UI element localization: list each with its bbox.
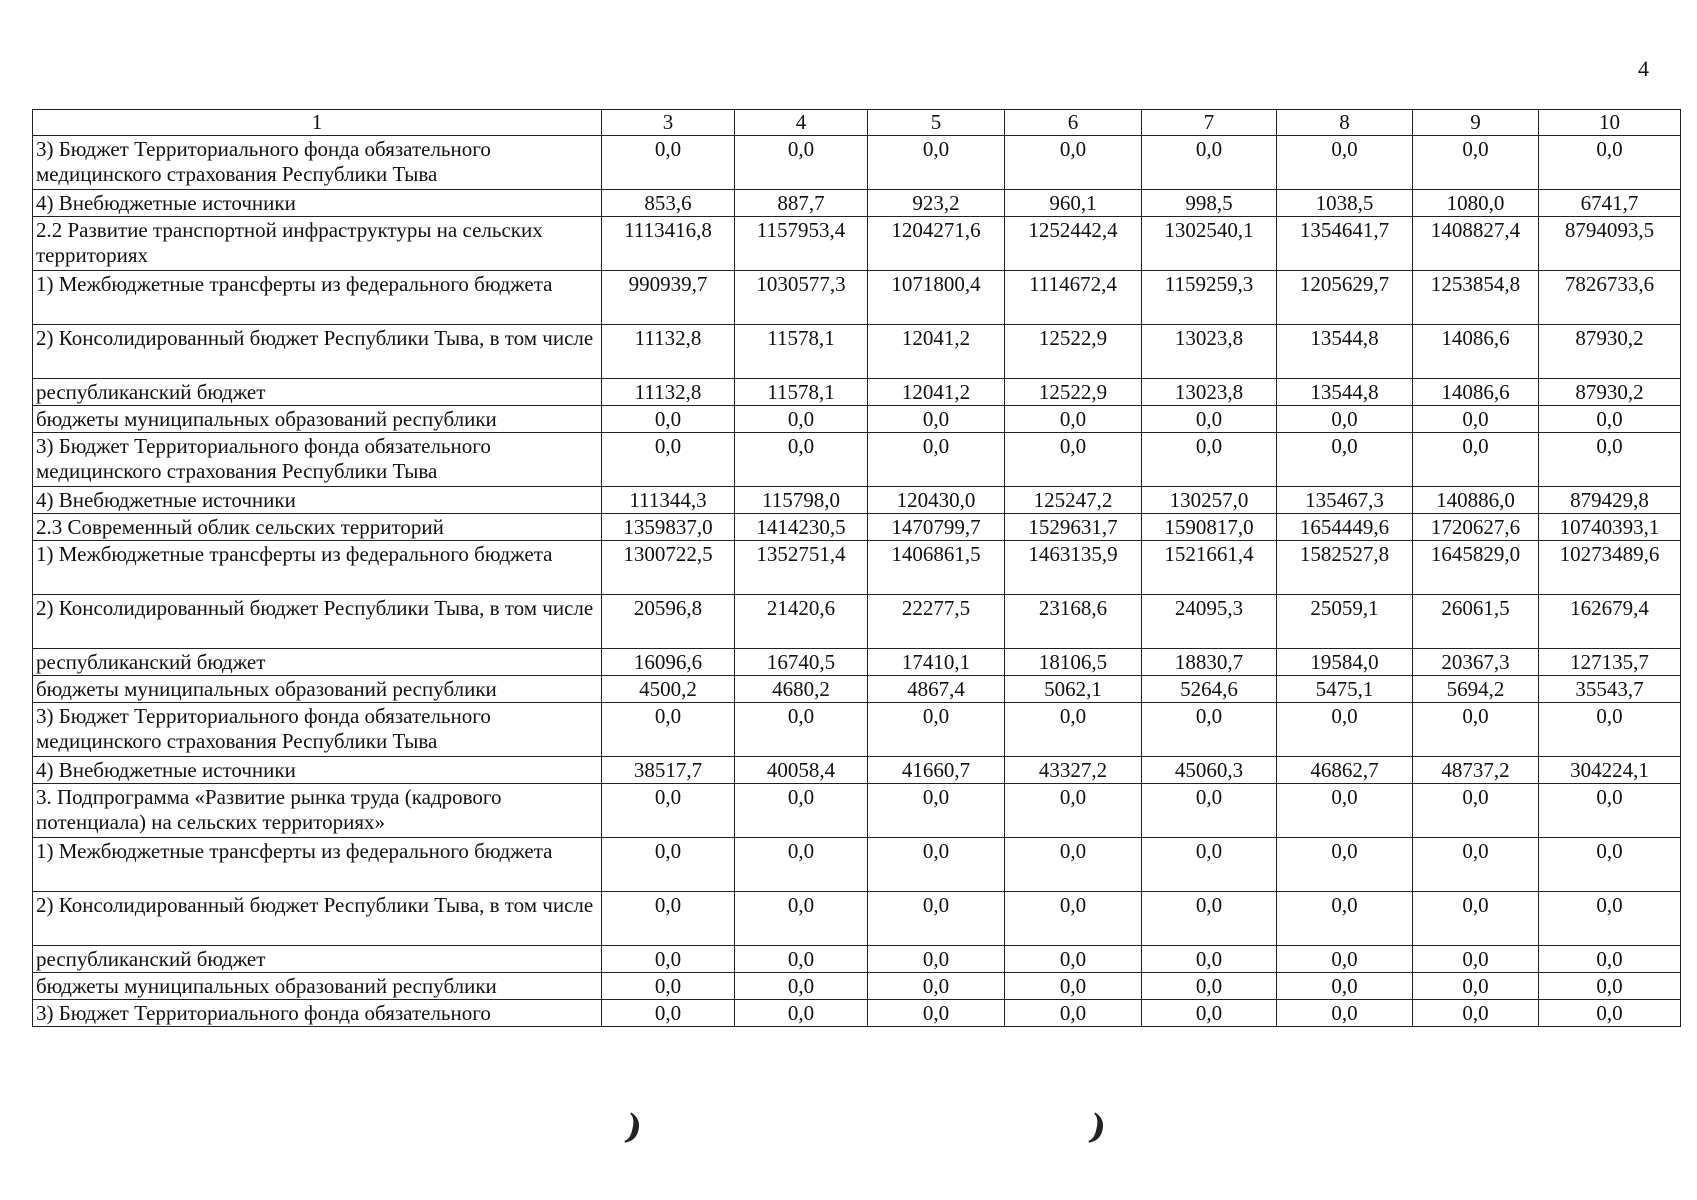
value-cell: 1470799,7 — [868, 514, 1005, 541]
row-label: республиканский бюджет — [33, 379, 602, 406]
table-row — [33, 541, 1681, 595]
value-cell: 48737,2 — [1413, 757, 1539, 784]
value-cell: 0,0 — [735, 136, 868, 190]
value-cell: 0,0 — [1142, 784, 1277, 838]
table-row — [33, 379, 1681, 406]
value-cell: 0,0 — [602, 946, 735, 973]
value-cell: 111344,3 — [602, 487, 735, 514]
value-cell: 0,0 — [735, 1000, 868, 1027]
value-cell: 5475,1 — [1277, 676, 1413, 703]
value-cell: 0,0 — [602, 433, 735, 487]
value-cell: 19584,0 — [1277, 649, 1413, 676]
value-cell: 35543,7 — [1539, 676, 1681, 703]
column-header: 6 — [1005, 110, 1142, 136]
value-cell: 0,0 — [735, 406, 868, 433]
table-row — [33, 136, 1681, 190]
table-row — [33, 487, 1681, 514]
table-header-row — [33, 110, 1681, 136]
value-cell: 0,0 — [868, 946, 1005, 973]
value-cell: 120430,0 — [868, 487, 1005, 514]
column-header: 4 — [735, 110, 868, 136]
value-cell: 0,0 — [1413, 784, 1539, 838]
value-cell: 13544,8 — [1277, 379, 1413, 406]
table-row — [33, 406, 1681, 433]
value-cell: 0,0 — [1277, 406, 1413, 433]
value-cell: 0,0 — [868, 136, 1005, 190]
value-cell: 16096,6 — [602, 649, 735, 676]
value-cell: 0,0 — [735, 838, 868, 892]
value-cell: 10273489,6 — [1539, 541, 1681, 595]
row-label: 3) Бюджет Территориального фонда обязательного медицинского страхования Республики Тыва — [33, 433, 602, 487]
value-cell: 127135,7 — [1539, 649, 1681, 676]
value-cell: 20367,3 — [1413, 649, 1539, 676]
row-label: 1) Межбюджетные трансферты из федерального бюджета — [33, 541, 602, 595]
value-cell: 879429,8 — [1539, 487, 1681, 514]
table-row — [33, 190, 1681, 217]
column-header: 5 — [868, 110, 1005, 136]
column-header: 3 — [602, 110, 735, 136]
value-cell: 8794093,5 — [1539, 217, 1681, 271]
value-cell: 0,0 — [1413, 973, 1539, 1000]
value-cell: 0,0 — [1005, 433, 1142, 487]
value-cell: 0,0 — [1413, 703, 1539, 757]
value-cell: 0,0 — [868, 838, 1005, 892]
value-cell: 0,0 — [1277, 784, 1413, 838]
value-cell: 4500,2 — [602, 676, 735, 703]
row-label: 2) Консолидированный бюджет Республики Тыва, в том числе — [33, 325, 602, 379]
value-cell: 13023,8 — [1142, 325, 1277, 379]
value-cell: 0,0 — [1413, 946, 1539, 973]
value-cell: 0,0 — [1539, 406, 1681, 433]
value-cell: 0,0 — [735, 973, 868, 1000]
value-cell: 1352751,4 — [735, 541, 868, 595]
value-cell: 0,0 — [1413, 838, 1539, 892]
value-cell: 115798,0 — [735, 487, 868, 514]
value-cell: 0,0 — [868, 703, 1005, 757]
value-cell: 0,0 — [602, 838, 735, 892]
row-label: республиканский бюджет — [33, 649, 602, 676]
value-cell: 1645829,0 — [1413, 541, 1539, 595]
value-cell: 26061,5 — [1413, 595, 1539, 649]
value-cell: 21420,6 — [735, 595, 868, 649]
row-label: бюджеты муниципальных образований республики — [33, 676, 602, 703]
table-row — [33, 217, 1681, 271]
value-cell: 1159259,3 — [1142, 271, 1277, 325]
value-cell: 12522,9 — [1005, 325, 1142, 379]
value-cell: 12522,9 — [1005, 379, 1142, 406]
value-cell: 0,0 — [1142, 973, 1277, 1000]
value-cell: 11578,1 — [735, 325, 868, 379]
table-row — [33, 892, 1681, 946]
value-cell: 0,0 — [1005, 136, 1142, 190]
column-header: 1 — [33, 110, 602, 136]
row-label: бюджеты муниципальных образований республики — [33, 973, 602, 1000]
value-cell: 0,0 — [1142, 406, 1277, 433]
value-cell: 887,7 — [735, 190, 868, 217]
table-row — [33, 1000, 1681, 1027]
value-cell: 17410,1 — [868, 649, 1005, 676]
value-cell: 0,0 — [602, 973, 735, 1000]
value-cell: 0,0 — [1539, 973, 1681, 1000]
table-row — [33, 271, 1681, 325]
value-cell: 0,0 — [1142, 892, 1277, 946]
row-label: 3) Бюджет Территориального фонда обязательного медицинского страхования Республики Тыва — [33, 136, 602, 190]
value-cell: 0,0 — [1413, 1000, 1539, 1027]
value-cell: 1071800,4 — [868, 271, 1005, 325]
value-cell: 0,0 — [1539, 892, 1681, 946]
value-cell: 998,5 — [1142, 190, 1277, 217]
value-cell: 0,0 — [1142, 433, 1277, 487]
value-cell: 0,0 — [1277, 703, 1413, 757]
budget-table — [32, 109, 1681, 1027]
value-cell: 12041,2 — [868, 379, 1005, 406]
value-cell: 12041,2 — [868, 325, 1005, 379]
page-number: 4 — [1638, 56, 1649, 81]
value-cell: 0,0 — [868, 892, 1005, 946]
value-cell: 0,0 — [1277, 892, 1413, 946]
value-cell: 41660,7 — [868, 757, 1005, 784]
value-cell: 0,0 — [1539, 433, 1681, 487]
value-cell: 0,0 — [735, 433, 868, 487]
table-row — [33, 946, 1681, 973]
value-cell: 0,0 — [1413, 406, 1539, 433]
value-cell: 13023,8 — [1142, 379, 1277, 406]
value-cell: 16740,5 — [735, 649, 868, 676]
value-cell: 0,0 — [1277, 433, 1413, 487]
value-cell: 40058,4 — [735, 757, 868, 784]
value-cell: 24095,3 — [1142, 595, 1277, 649]
value-cell: 87930,2 — [1539, 325, 1681, 379]
value-cell: 1590817,0 — [1142, 514, 1277, 541]
value-cell: 0,0 — [1539, 838, 1681, 892]
value-cell: 0,0 — [1005, 946, 1142, 973]
value-cell: 0,0 — [735, 784, 868, 838]
value-cell: 46862,7 — [1277, 757, 1413, 784]
value-cell: 0,0 — [602, 1000, 735, 1027]
row-label: 4) Внебюджетные источники — [33, 487, 602, 514]
value-cell: 5694,2 — [1413, 676, 1539, 703]
handwritten-mark: ) — [1086, 1106, 1111, 1150]
value-cell: 0,0 — [1277, 136, 1413, 190]
value-cell: 22277,5 — [868, 595, 1005, 649]
value-cell: 1359837,0 — [602, 514, 735, 541]
value-cell: 1113416,8 — [602, 217, 735, 271]
value-cell: 1720627,6 — [1413, 514, 1539, 541]
value-cell: 0,0 — [1539, 1000, 1681, 1027]
value-cell: 960,1 — [1005, 190, 1142, 217]
value-cell: 140886,0 — [1413, 487, 1539, 514]
value-cell: 0,0 — [1005, 784, 1142, 838]
value-cell: 1204271,6 — [868, 217, 1005, 271]
table-row — [33, 973, 1681, 1000]
value-cell: 0,0 — [1277, 838, 1413, 892]
value-cell: 0,0 — [1142, 703, 1277, 757]
value-cell: 11132,8 — [602, 379, 735, 406]
value-cell: 5062,1 — [1005, 676, 1142, 703]
value-cell: 0,0 — [602, 406, 735, 433]
row-label: 2) Консолидированный бюджет Республики Тыва, в том числе — [33, 595, 602, 649]
row-label: 1) Межбюджетные трансферты из федерального бюджета — [33, 271, 602, 325]
column-header: 10 — [1539, 110, 1681, 136]
value-cell: 11132,8 — [602, 325, 735, 379]
value-cell: 0,0 — [1277, 1000, 1413, 1027]
table-row — [33, 514, 1681, 541]
value-cell: 923,2 — [868, 190, 1005, 217]
table-row — [33, 838, 1681, 892]
row-label: республиканский бюджет — [33, 946, 602, 973]
value-cell: 0,0 — [868, 406, 1005, 433]
value-cell: 0,0 — [1005, 1000, 1142, 1027]
column-header: 8 — [1277, 110, 1413, 136]
value-cell: 0,0 — [1005, 406, 1142, 433]
value-cell: 162679,4 — [1539, 595, 1681, 649]
value-cell: 1654449,6 — [1277, 514, 1413, 541]
value-cell: 23168,6 — [1005, 595, 1142, 649]
row-label: 3) Бюджет Территориального фонда обязательного медицинского страхования Республики Тыва — [33, 703, 602, 757]
value-cell: 1080,0 — [1413, 190, 1539, 217]
value-cell: 1253854,8 — [1413, 271, 1539, 325]
value-cell: 0,0 — [735, 946, 868, 973]
table-row — [33, 325, 1681, 379]
value-cell: 0,0 — [868, 784, 1005, 838]
value-cell: 4867,4 — [868, 676, 1005, 703]
value-cell: 1354641,7 — [1277, 217, 1413, 271]
value-cell: 0,0 — [1277, 973, 1413, 1000]
value-cell: 0,0 — [1413, 433, 1539, 487]
value-cell: 14086,6 — [1413, 325, 1539, 379]
value-cell: 1463135,9 — [1005, 541, 1142, 595]
row-label: бюджеты муниципальных образований республики — [33, 406, 602, 433]
row-label: 3) Бюджет Территориального фонда обязательного — [33, 1000, 602, 1027]
value-cell: 0,0 — [1142, 946, 1277, 973]
row-label: 4) Внебюджетные источники — [33, 757, 602, 784]
value-cell: 130257,0 — [1142, 487, 1277, 514]
value-cell: 0,0 — [602, 784, 735, 838]
value-cell: 0,0 — [1005, 703, 1142, 757]
value-cell: 0,0 — [735, 703, 868, 757]
value-cell: 0,0 — [1539, 784, 1681, 838]
value-cell: 853,6 — [602, 190, 735, 217]
value-cell: 0,0 — [1005, 973, 1142, 1000]
value-cell: 0,0 — [1413, 136, 1539, 190]
table-row — [33, 757, 1681, 784]
value-cell: 1157953,4 — [735, 217, 868, 271]
value-cell: 38517,7 — [602, 757, 735, 784]
table-row — [33, 676, 1681, 703]
row-label: 4) Внебюджетные источники — [33, 190, 602, 217]
value-cell: 1521661,4 — [1142, 541, 1277, 595]
value-cell: 43327,2 — [1005, 757, 1142, 784]
value-cell: 0,0 — [1142, 838, 1277, 892]
value-cell: 0,0 — [735, 892, 868, 946]
value-cell: 13544,8 — [1277, 325, 1413, 379]
value-cell: 6741,7 — [1539, 190, 1681, 217]
value-cell: 0,0 — [1413, 892, 1539, 946]
value-cell: 18830,7 — [1142, 649, 1277, 676]
value-cell: 1406861,5 — [868, 541, 1005, 595]
value-cell: 0,0 — [868, 433, 1005, 487]
value-cell: 10740393,1 — [1539, 514, 1681, 541]
value-cell: 0,0 — [1539, 703, 1681, 757]
value-cell: 1030577,3 — [735, 271, 868, 325]
value-cell: 990939,7 — [602, 271, 735, 325]
value-cell: 1408827,4 — [1413, 217, 1539, 271]
value-cell: 1582527,8 — [1277, 541, 1413, 595]
value-cell: 1038,5 — [1277, 190, 1413, 217]
value-cell: 1529631,7 — [1005, 514, 1142, 541]
value-cell: 0,0 — [1142, 136, 1277, 190]
row-label: 3. Подпрограмма «Развитие рынка труда (кадрового потенциала) на сельских территориях» — [33, 784, 602, 838]
value-cell: 25059,1 — [1277, 595, 1413, 649]
value-cell: 0,0 — [602, 703, 735, 757]
value-cell: 0,0 — [602, 136, 735, 190]
table-row — [33, 649, 1681, 676]
value-cell: 1205629,7 — [1277, 271, 1413, 325]
value-cell: 125247,2 — [1005, 487, 1142, 514]
value-cell: 0,0 — [1005, 892, 1142, 946]
row-label: 2.3 Современный облик сельских территорий — [33, 514, 602, 541]
value-cell: 45060,3 — [1142, 757, 1277, 784]
value-cell: 304224,1 — [1539, 757, 1681, 784]
value-cell: 20596,8 — [602, 595, 735, 649]
table-row — [33, 784, 1681, 838]
column-header: 7 — [1142, 110, 1277, 136]
value-cell: 0,0 — [868, 1000, 1005, 1027]
value-cell: 14086,6 — [1413, 379, 1539, 406]
value-cell: 5264,6 — [1142, 676, 1277, 703]
table-row — [33, 433, 1681, 487]
value-cell: 0,0 — [1142, 1000, 1277, 1027]
value-cell: 135467,3 — [1277, 487, 1413, 514]
value-cell: 11578,1 — [735, 379, 868, 406]
row-label: 2) Консолидированный бюджет Республики Тыва, в том числе — [33, 892, 602, 946]
table-row — [33, 703, 1681, 757]
table-row — [33, 595, 1681, 649]
value-cell: 1414230,5 — [735, 514, 868, 541]
value-cell: 1114672,4 — [1005, 271, 1142, 325]
value-cell: 87930,2 — [1539, 379, 1681, 406]
column-header: 9 — [1413, 110, 1539, 136]
value-cell: 4680,2 — [735, 676, 868, 703]
row-label: 1) Межбюджетные трансферты из федерального бюджета — [33, 838, 602, 892]
value-cell: 0,0 — [1005, 838, 1142, 892]
value-cell: 0,0 — [1539, 136, 1681, 190]
value-cell: 18106,5 — [1005, 649, 1142, 676]
value-cell: 0,0 — [868, 973, 1005, 1000]
value-cell: 0,0 — [1539, 946, 1681, 973]
value-cell: 0,0 — [1277, 946, 1413, 973]
value-cell: 0,0 — [602, 892, 735, 946]
value-cell: 1252442,4 — [1005, 217, 1142, 271]
value-cell: 1300722,5 — [602, 541, 735, 595]
row-label: 2.2 Развитие транспортной инфраструктуры на сельских территориях — [33, 217, 602, 271]
handwritten-mark: ) — [622, 1106, 647, 1150]
value-cell: 7826733,6 — [1539, 271, 1681, 325]
value-cell: 1302540,1 — [1142, 217, 1277, 271]
